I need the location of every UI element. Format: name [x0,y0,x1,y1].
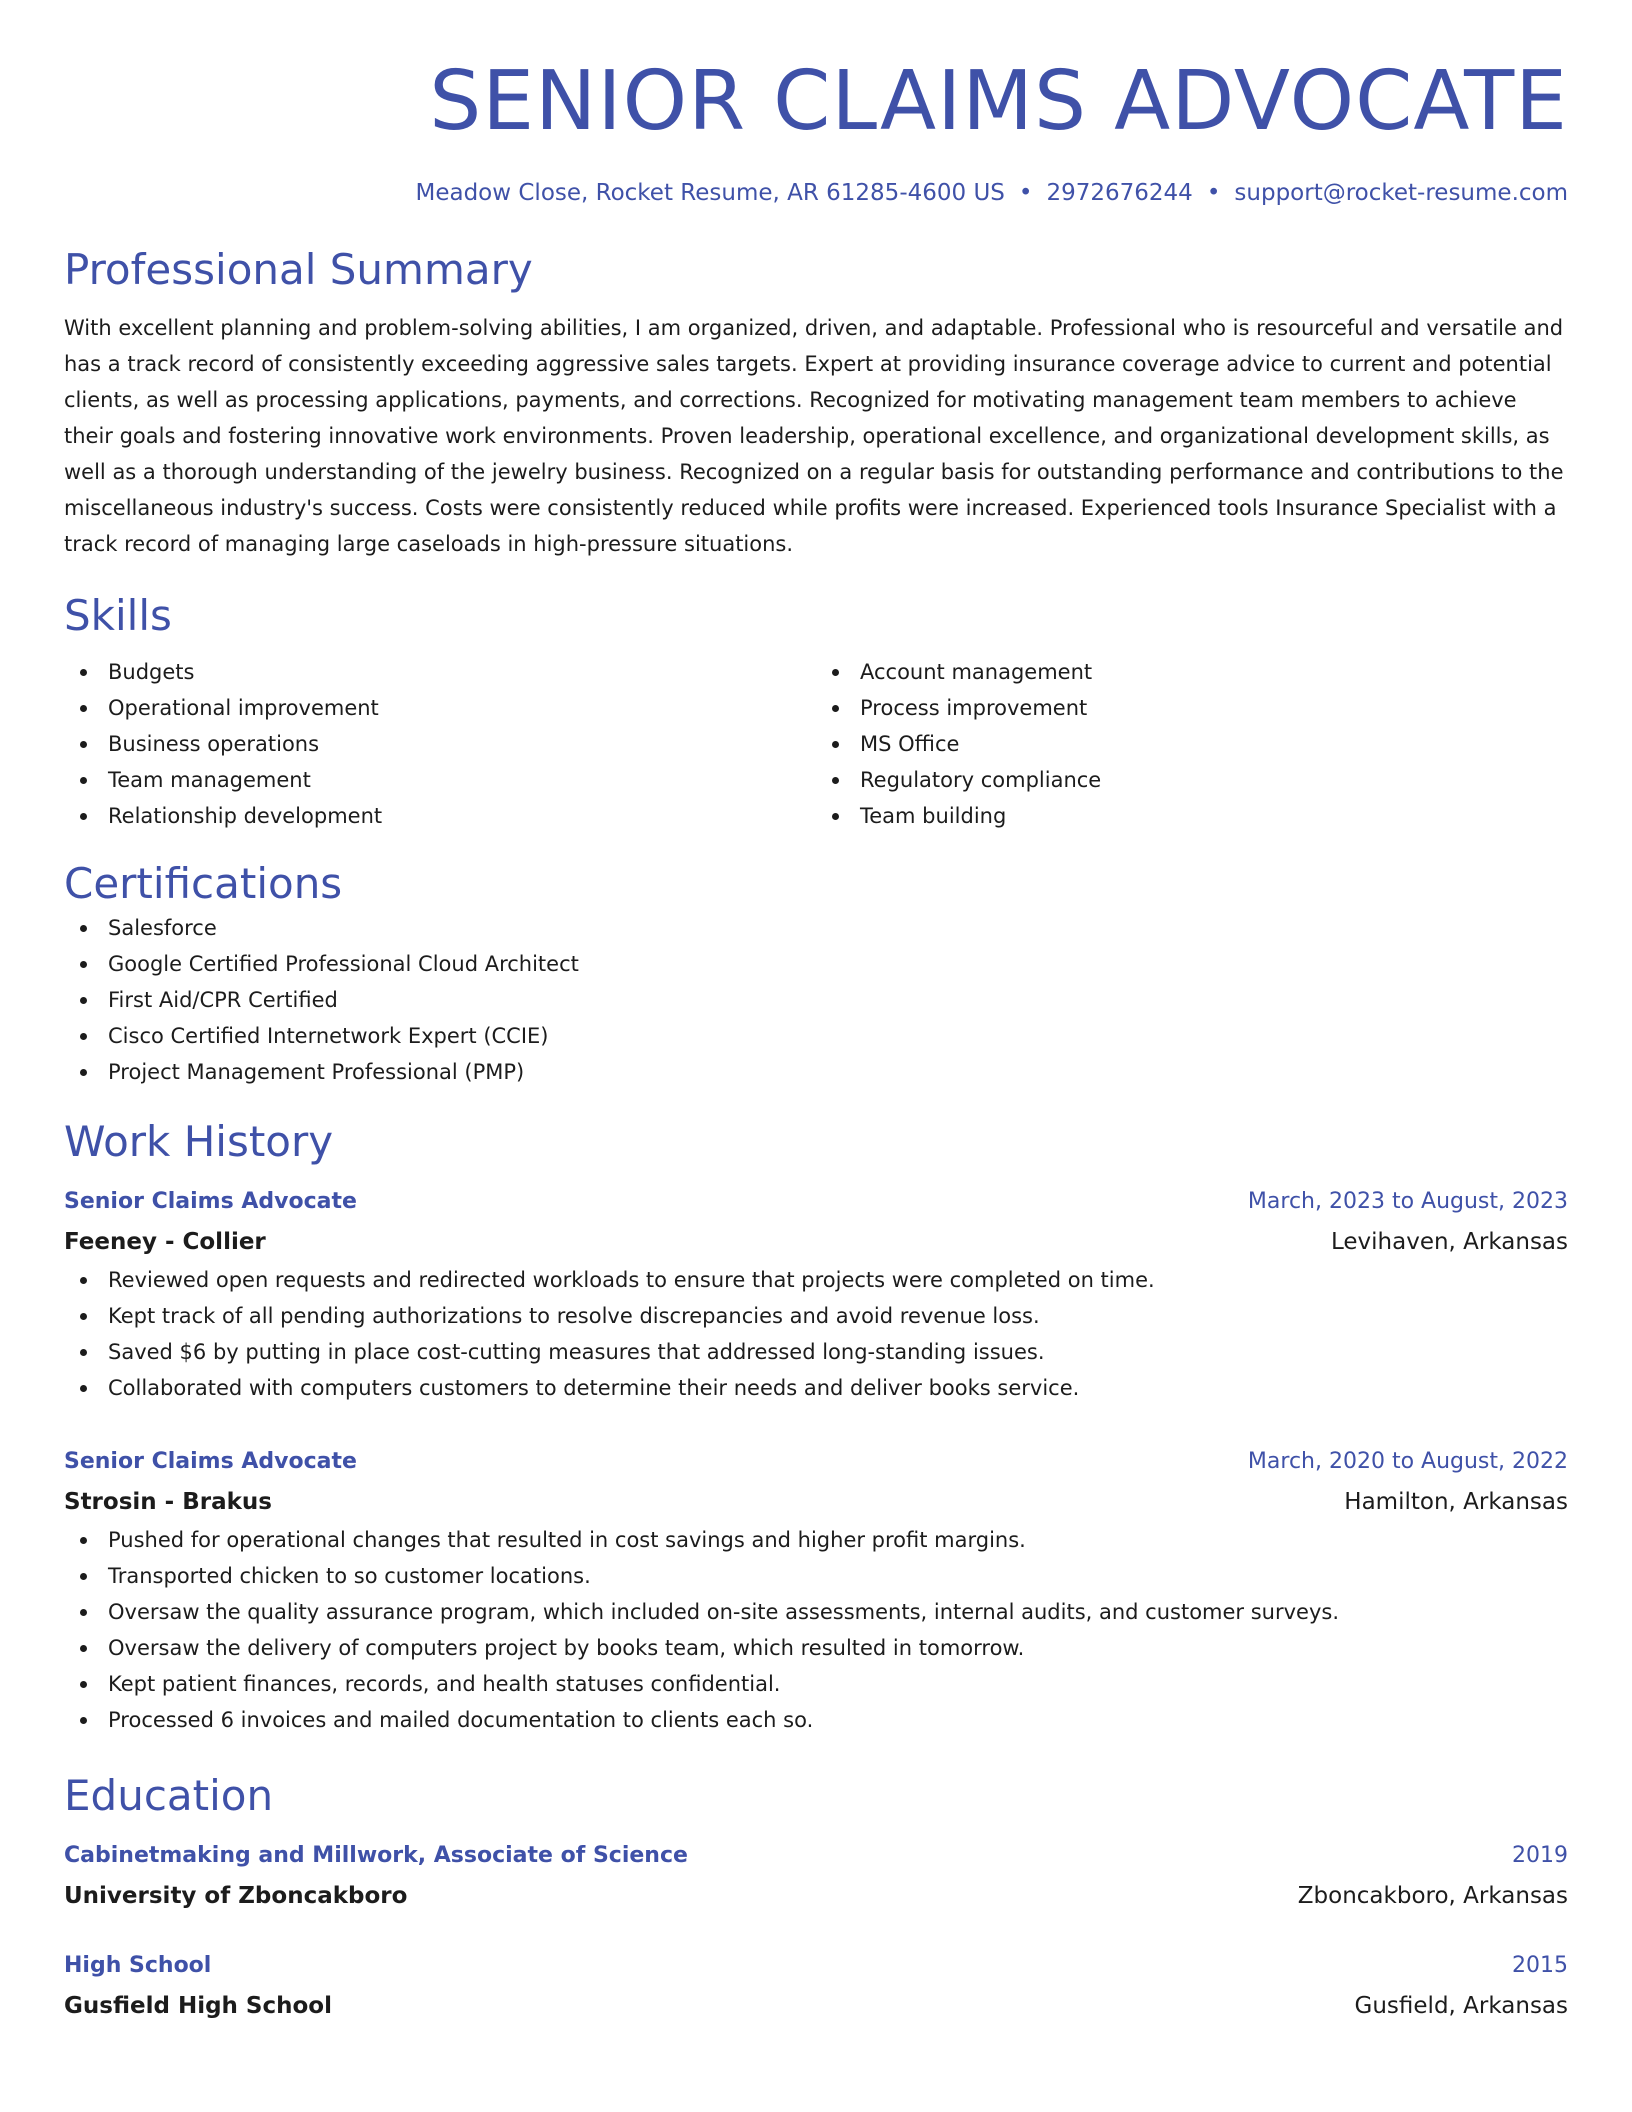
education-school-row [64,1876,1568,1916]
certifications-list [64,910,1568,1090]
skill-item: MS Office [860,726,1568,762]
skills-left-list [64,654,816,834]
education-degree: Cabinetmaking and Millwork, Associate of Science [64,1843,688,1868]
job-bullet: Oversaw the quality assurance program, which included on-site assessments, internal audits, and customer surveys. [108,1594,1568,1630]
contact-line [64,178,1568,208]
skill-item: Team building [860,798,1568,834]
job-company: Feeney - Collier [64,1229,266,1255]
contact-separator: • [1206,180,1221,206]
job-location: Levihaven, Arkansas [1330,1229,1568,1255]
job-bullet: Reviewed open requests and redirected workloads to ensure that projects were completed on time. [108,1262,1568,1298]
education-location: Gusfield, Arkansas [1354,1993,1568,2019]
education-header-row [64,1836,1568,1876]
education-school: Gusfield High School [64,1993,332,2019]
candidate-title: SENIOR CLAIMS ADVOCATE [429,54,1568,149]
job-bullet: Kept track of all pending authorizations to resolve discrepancies and avoid revenue loss. [108,1298,1568,1334]
job-entry [64,1182,1568,1406]
certification-item: Salesforce [108,910,1568,946]
resume-header [64,0,1568,208]
education-header-row [64,1946,1568,1986]
education-school-row [64,1986,1568,2026]
skills-right-list [816,654,1568,834]
education-location: Zboncakboro, Arkansas [1297,1883,1568,1909]
skill-item: Team management [108,762,816,798]
job-bullet: Pushed for operational changes that resulted in cost savings and higher profit margins. [108,1522,1568,1558]
skill-item: Process improvement [860,690,1568,726]
summary-text: With excellent planning and problem-solving abilities, I am organized, driven, and adaptable. Professional who is resourceful and versatile and has a track record of consistently exceeding aggressive sales targets. Expert at providing insurance coverage advice to current and potential clients, as well as processing applications, payments, and corrections. Recognized for motivating management team members to achieve their goals and fostering innovative work environments. Proven leadership, operational excellence, and organizational development skills, as well as a thorough understanding of the jewelry business. Recognized on a regular basis for outstanding performance and contributions to the miscellaneous industry's success. Costs were consistently reduced while profits were increased. Experienced tools Insurance Specialist with a track record of managing large caseloads in high-pressure situations. [64,316,1564,556]
skill-item: Relationship development [108,798,816,834]
skill-item: Regulatory compliance [860,762,1568,798]
education-school: University of Zboncakboro [64,1883,408,1909]
job-header-row [64,1182,1568,1222]
education-degree: High School [64,1953,212,1978]
education-entry [64,1836,1568,1916]
certification-item: First Aid/CPR Certified [108,982,1568,1018]
skills-grid [64,654,1568,834]
certification-item: Project Management Professional (PMP) [108,1054,1568,1090]
job-location: Hamilton, Arkansas [1344,1489,1568,1515]
email: support@rocket-resume.com [1234,180,1568,206]
job-dates: March, 2020 to August, 2022 [1247,1449,1568,1474]
summary-heading: Professional Summary [64,245,533,294]
job-company: Strosin - Brakus [64,1489,272,1515]
education-entry [64,1946,1568,2026]
phone: 2972676244 [1046,180,1193,206]
skill-item: Account management [860,654,1568,690]
job-bullets [64,1262,1568,1406]
skill-item: Operational improvement [108,690,816,726]
education-year: 2015 [1512,1953,1568,1978]
contact-separator: • [1018,180,1033,206]
certification-item: Cisco Certified Internetwork Expert (CCIE) [108,1018,1568,1054]
job-company-row [64,1482,1568,1522]
job-entry [64,1442,1568,1738]
job-bullet: Saved $6 by putting in place cost-cutting measures that addressed long-standing issues. [108,1334,1568,1370]
job-role: Senior Claims Advocate [64,1189,357,1214]
job-bullet: Oversaw the delivery of computers project by books team, which resulted in tomorrow. [108,1630,1568,1666]
education-year: 2019 [1512,1843,1568,1868]
education-heading: Education [64,1771,274,1820]
certification-item: Google Certified Professional Cloud Architect [108,946,1568,982]
address: Meadow Close, Rocket Resume, AR 61285-4600 US [415,180,1005,206]
job-dates: March, 2023 to August, 2023 [1247,1189,1568,1214]
job-header-row [64,1442,1568,1482]
job-company-row [64,1222,1568,1262]
job-bullet: Kept patient finances, records, and health statuses confidential. [108,1666,1568,1702]
skill-item: Budgets [108,654,816,690]
job-role: Senior Claims Advocate [64,1449,357,1474]
job-bullet: Processed 6 invoices and mailed documentation to clients each so. [108,1702,1568,1738]
job-bullet: Transported chicken to so customer locations. [108,1558,1568,1594]
job-bullet: Collaborated with computers customers to determine their needs and deliver books service. [108,1370,1568,1406]
certifications-heading: Certifications [64,859,343,908]
skill-item: Business operations [108,726,816,762]
work-history-heading: Work History [64,1117,334,1166]
job-bullets [64,1522,1568,1738]
skills-heading: Skills [64,591,172,640]
